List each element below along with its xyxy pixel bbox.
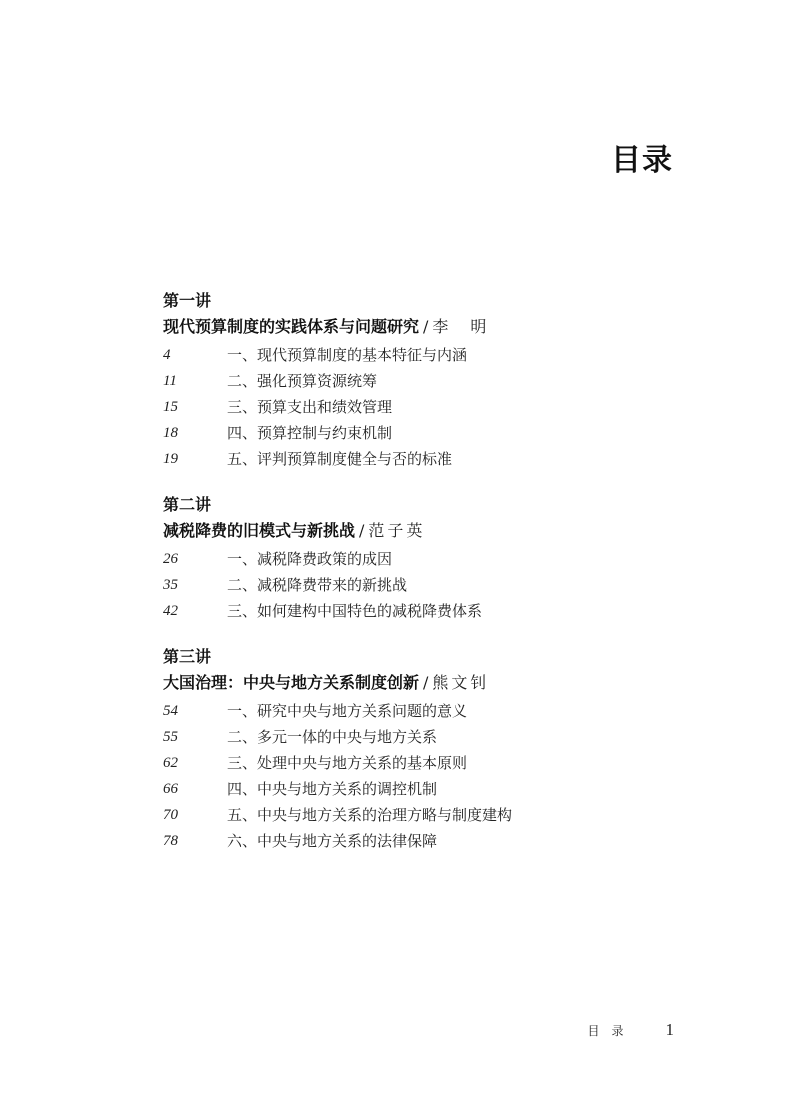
- toc-entry[interactable]: [163, 394, 683, 420]
- toc-entry[interactable]: [163, 342, 683, 368]
- entry-title: 五、评判预算制度健全与否的标准: [227, 450, 453, 468]
- entry-page-number: 62: [163, 755, 178, 771]
- lecture-number: 第二讲: [163, 495, 212, 514]
- entry-title: 四、预算控制与约束机制: [227, 424, 393, 442]
- toc-entry[interactable]: [163, 828, 683, 854]
- entry-page-number: 70: [163, 807, 178, 823]
- entry-page-number: 11: [163, 373, 177, 389]
- entry-page-number: 26: [163, 551, 178, 567]
- entry-title: 一、研究中央与地方关系问题的意义: [227, 702, 468, 720]
- entry-page-number: 35: [163, 577, 178, 593]
- page-footer: [587, 1020, 674, 1040]
- lecture-1: [163, 290, 683, 472]
- entry-page-number: 66: [163, 781, 178, 797]
- entry-page-number: 55: [163, 729, 178, 745]
- toc-entry[interactable]: [163, 446, 683, 472]
- lecture-heading: [163, 516, 683, 546]
- page-number: 1: [665, 1020, 674, 1039]
- entry-page-number: 54: [163, 703, 178, 719]
- toc-entry[interactable]: [163, 368, 683, 394]
- page-title: 目录: [611, 143, 673, 178]
- entry-title: 三、预算支出和绩效管理: [227, 398, 393, 416]
- toc-entry[interactable]: [163, 698, 683, 724]
- toc-entry[interactable]: [163, 546, 683, 572]
- entry-title: 一、减税降费政策的成因: [227, 550, 393, 568]
- entry-page-number: 18: [163, 425, 178, 441]
- entry-page-number: 42: [163, 603, 178, 619]
- toc-entry[interactable]: [163, 598, 683, 624]
- lecture-title: 现代预算制度的实践体系与问题研究: [163, 317, 420, 336]
- lecture-title: 大国治理：中央与地方关系制度创新: [163, 673, 420, 692]
- entry-title: 一、现代预算制度的基本特征与内涵: [227, 346, 468, 364]
- table-of-contents: [163, 290, 683, 876]
- separator: /: [423, 317, 429, 336]
- running-footer-label: 目录: [587, 1024, 636, 1038]
- entry-title: 六、中央与地方关系的法律保障: [227, 832, 438, 850]
- toc-entry[interactable]: [163, 572, 683, 598]
- lecture-3: [163, 646, 683, 854]
- lecture-author: 熊文钊: [432, 673, 490, 692]
- toc-entry[interactable]: [163, 420, 683, 446]
- entry-title: 三、处理中央与地方关系的基本原则: [227, 754, 468, 772]
- entry-page-number: 78: [163, 833, 178, 849]
- lecture-title: 减税降费的旧模式与新挑战: [163, 521, 356, 540]
- separator: /: [359, 521, 365, 540]
- entry-title: 四、中央与地方关系的调控机制: [227, 780, 438, 798]
- toc-entry[interactable]: [163, 776, 683, 802]
- entry-page-number: 4: [163, 347, 171, 363]
- entry-title: 二、减税降费带来的新挑战: [227, 576, 408, 594]
- entry-page-number: 15: [163, 399, 178, 415]
- lecture-author: 李 明: [432, 317, 490, 336]
- entry-title: 五、中央与地方关系的治理方略与制度建构: [227, 806, 513, 824]
- lecture-author: 范子英: [368, 521, 426, 540]
- entry-title: 二、强化预算资源统筹: [227, 372, 378, 390]
- entry-title: 三、如何建构中国特色的减税降费体系: [227, 602, 483, 620]
- lecture-number: 第一讲: [163, 291, 212, 310]
- lecture-heading: [163, 668, 683, 698]
- toc-entry[interactable]: [163, 750, 683, 776]
- lecture-number: 第三讲: [163, 647, 212, 666]
- separator: /: [423, 673, 429, 692]
- entry-title: 二、多元一体的中央与地方关系: [227, 728, 438, 746]
- toc-entry[interactable]: [163, 724, 683, 750]
- lecture-2: [163, 494, 683, 624]
- toc-entry[interactable]: [163, 802, 683, 828]
- lecture-heading: [163, 312, 683, 342]
- entry-page-number: 19: [163, 451, 178, 467]
